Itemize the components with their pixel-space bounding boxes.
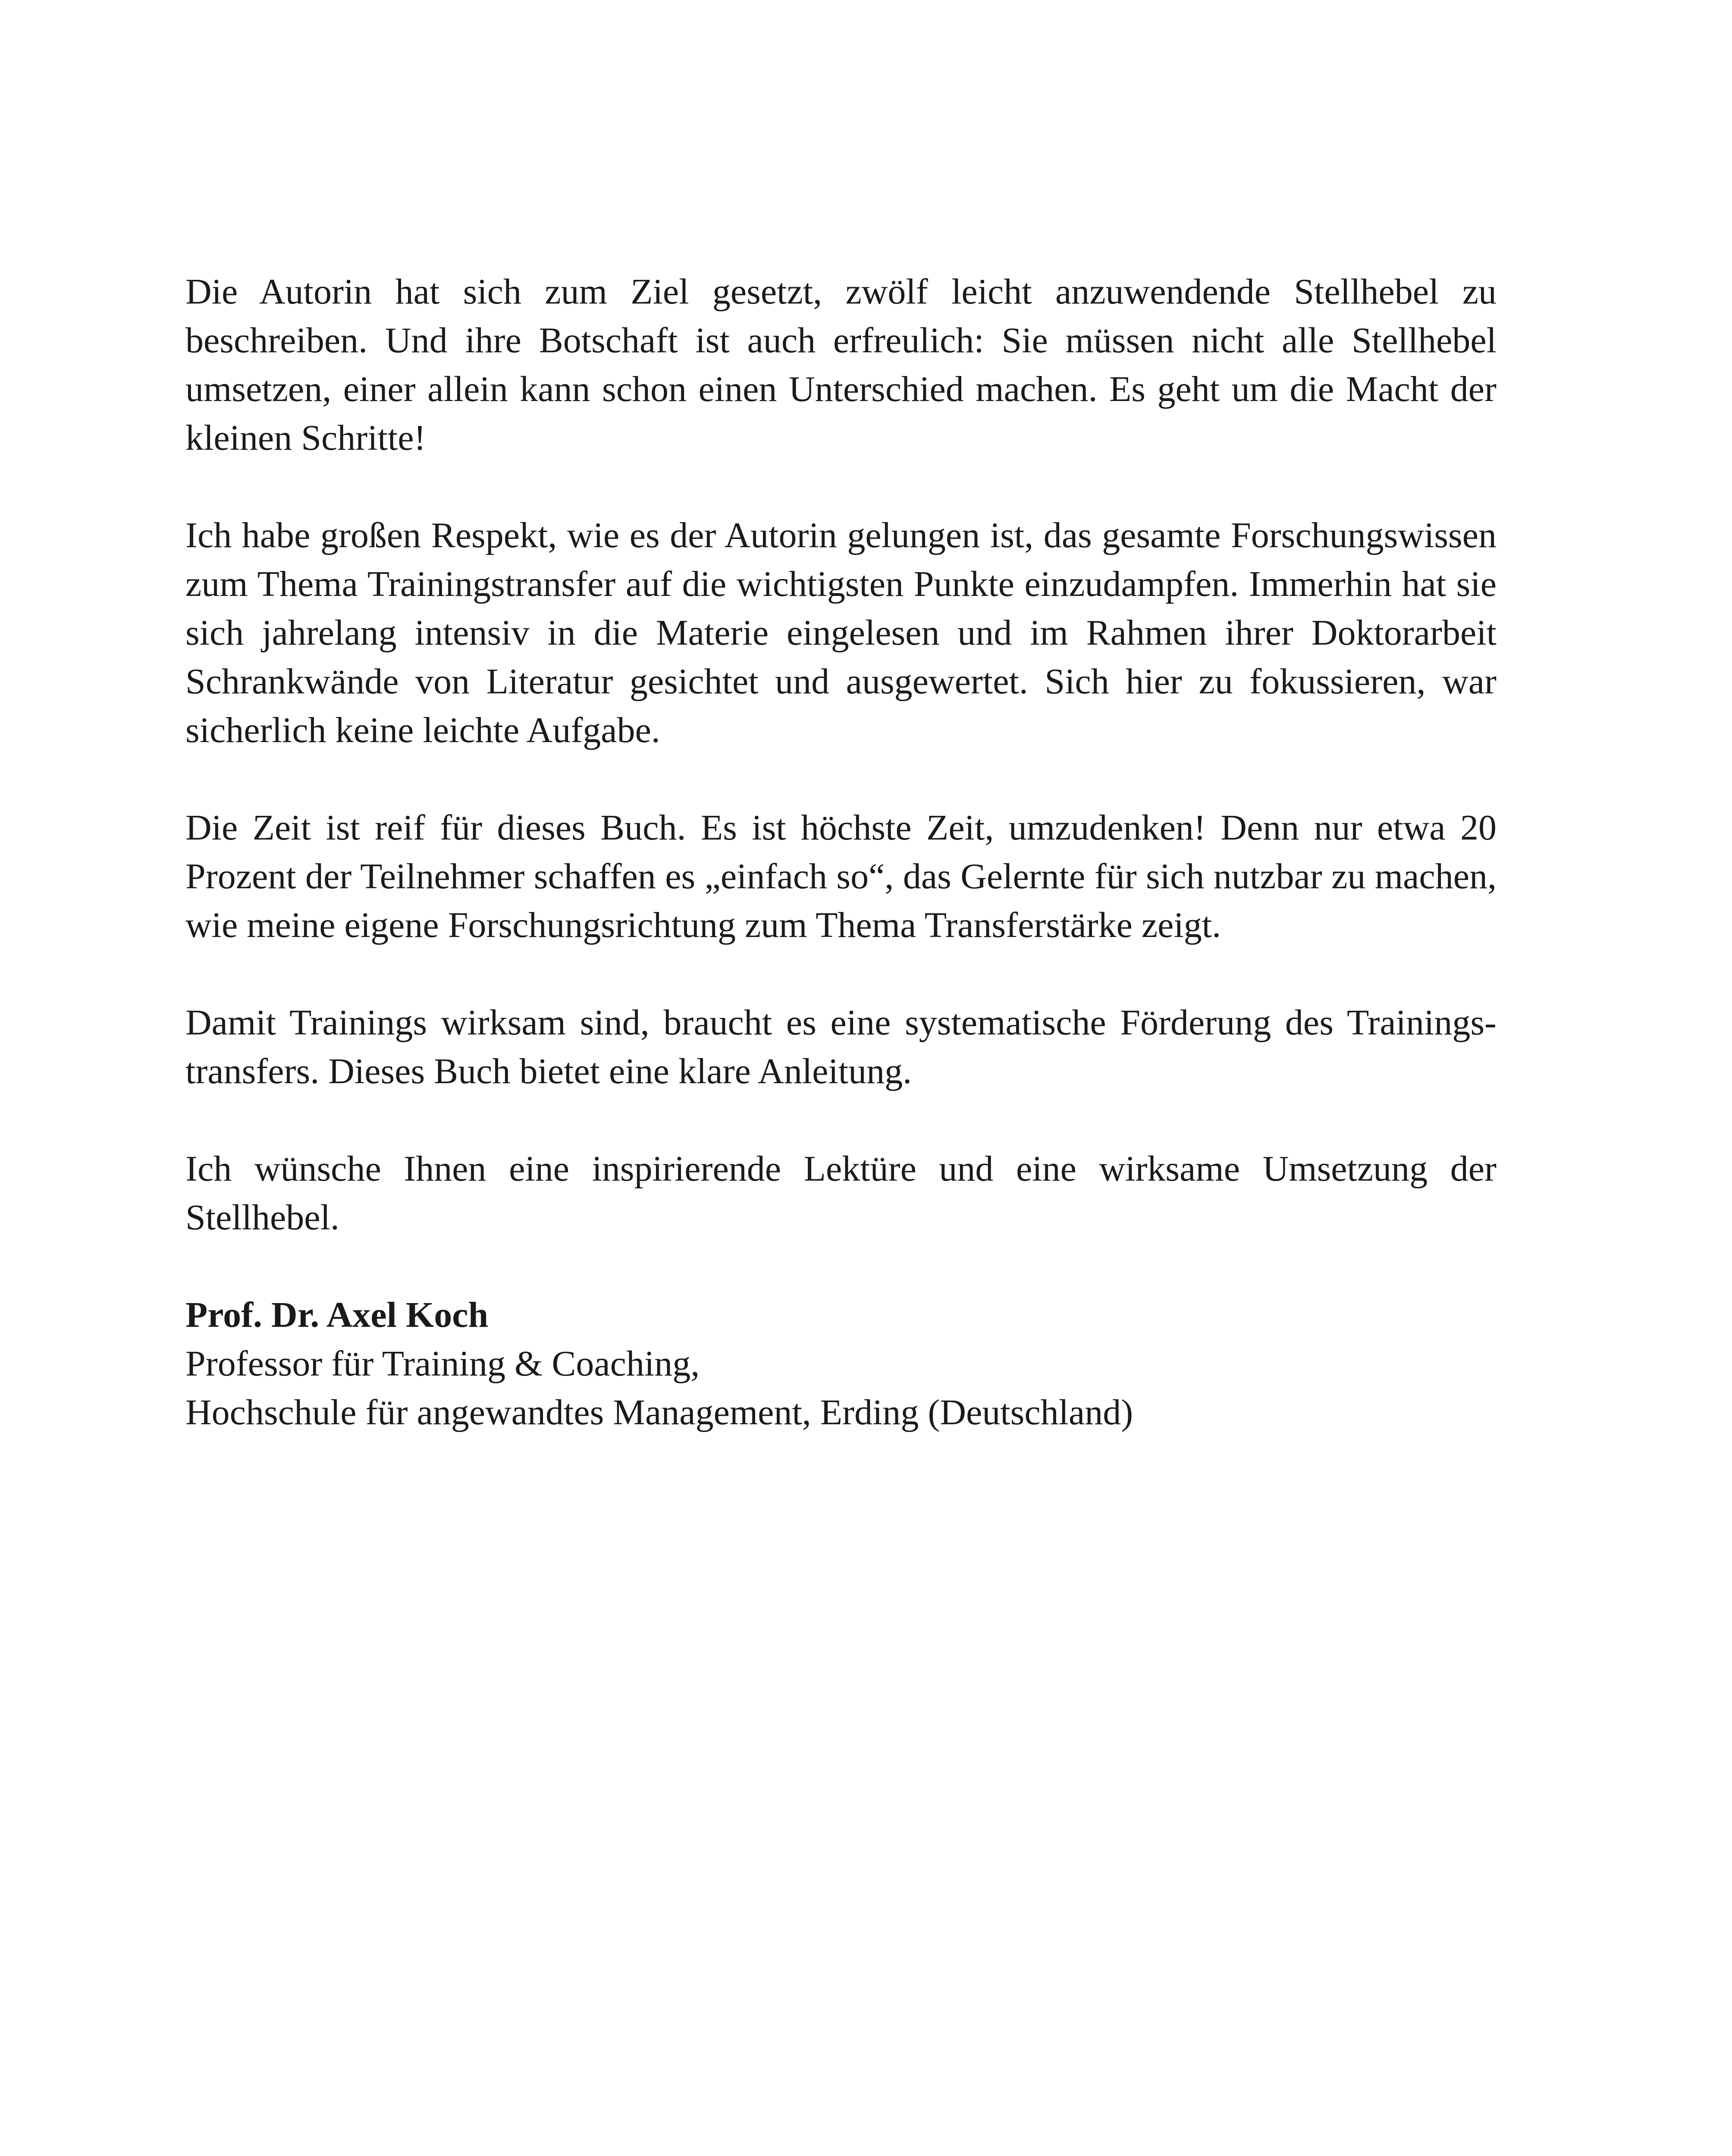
author-name: Prof. Dr. Axel Koch — [185, 1295, 489, 1335]
paragraph-4: Damit Trainings wirksam sind, braucht es eine systematische Förderung des Trainingstransfers. Dieses Buch bietet eine klare Anleitung. — [185, 1003, 1497, 1091]
paragraph-2: Ich habe großen Respekt, wie es der Autorin gelungen ist, das gesamte Forschungswissen zum Thema Trainingstransfer auf die wichtigsten Punkte einzudampfen. Immerhin hat sie sich jahrelang intensiv in die Materie eingelesen und im Rahmen ihrer Doktorarbeit Schrankwände von Literatur gesichtet und ausgewertet. Sich hier zu fokussieren, war sicherlich keine leichte Aufgabe. — [185, 515, 1497, 750]
paragraph-3: Die Zeit ist reif für dieses Buch. Es ist höchste Zeit, umzudenken! Denn nur etwa 20 Prozent der Teilnehmer schaffen es „einfach so“, das Gelernte für sich nutzbar zu machen, wie meine eigene Forschungsrichtung zum Thema Transferstärke zeigt. — [185, 808, 1497, 945]
paragraph-1: Die Autorin hat sich zum Ziel gesetzt, zwölf leicht anzuwendende Stellhebel zu beschreiben. Und ihre Botschaft ist auch erfreulich: Sie müssen nicht alle Stellhebel umsetzen, einer allein kann schon einen Unterschied machen. Es geht um die Macht der kleinen Schritte! — [185, 272, 1497, 458]
author-title: Professor für Training & Coaching, — [185, 1344, 700, 1384]
signature-block — [185, 1291, 1497, 1437]
paragraph-5: Ich wünsche Ihnen eine inspirierende Lektüre und eine wirksame Umsetzung der Stellhebel. — [185, 1149, 1497, 1238]
author-institution: Hochschule für angewandtes Management, Erding (Deutschland) — [185, 1392, 1133, 1432]
foreword-text — [185, 267, 1497, 1437]
